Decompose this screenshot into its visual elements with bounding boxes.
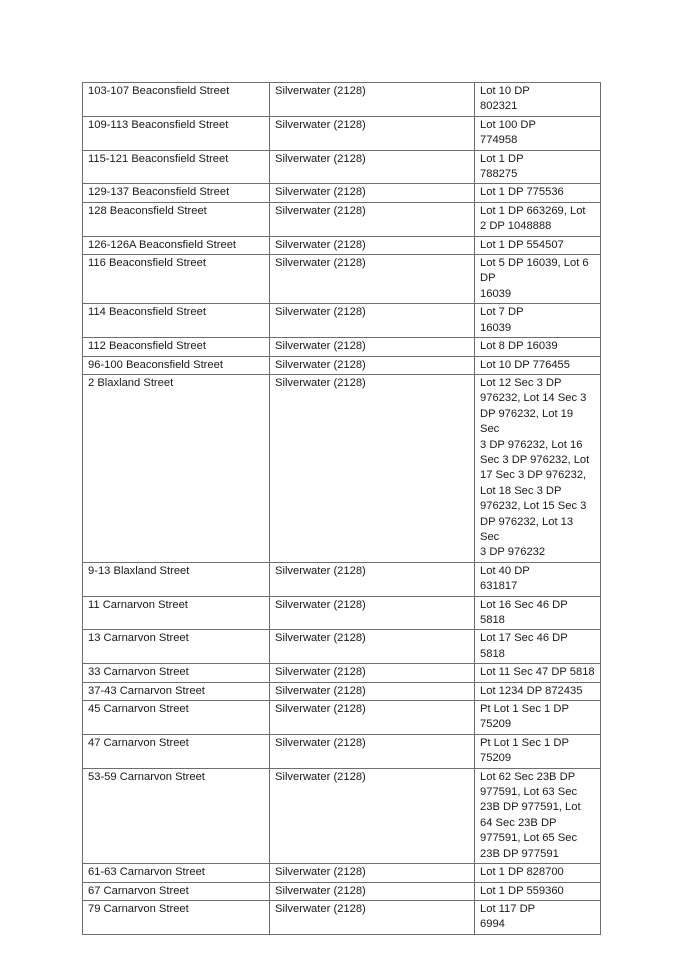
suburb-cell: Silverwater (2128) xyxy=(270,255,475,304)
property-lots-table xyxy=(82,82,601,935)
lot-description-cell: Lot 62 Sec 23B DP 977591, Lot 63 Sec 23B DP 977591, Lot 64 Sec 23B DP 977591, Lot 65 Sec 23B DP 977591 xyxy=(475,768,601,863)
address-cell: 61-63 Carnarvon Street xyxy=(83,864,270,882)
table-row xyxy=(83,338,601,356)
lot-description-cell: Lot 10 DP 776455 xyxy=(475,356,601,374)
suburb-cell: Silverwater (2128) xyxy=(270,682,475,700)
suburb-cell: Silverwater (2128) xyxy=(270,202,475,236)
lot-description-cell: Lot 1 DP 775536 xyxy=(475,184,601,202)
suburb-cell: Silverwater (2128) xyxy=(270,116,475,150)
table-row xyxy=(83,562,601,596)
suburb-cell: Silverwater (2128) xyxy=(270,882,475,900)
address-cell: 53-59 Carnarvon Street xyxy=(83,768,270,863)
suburb-cell: Silverwater (2128) xyxy=(270,338,475,356)
table-row xyxy=(83,83,601,117)
address-cell: 112 Beaconsfield Street xyxy=(83,338,270,356)
address-cell: 2 Blaxland Street xyxy=(83,374,270,562)
document-page xyxy=(82,82,600,935)
address-cell: 126-126A Beaconsfield Street xyxy=(83,236,270,254)
suburb-cell: Silverwater (2128) xyxy=(270,734,475,768)
table-row xyxy=(83,734,601,768)
lot-description-cell: Lot 1 DP 663269, Lot 2 DP 1048888 xyxy=(475,202,601,236)
lot-description-cell: Lot 1 DP 828700 xyxy=(475,864,601,882)
address-cell: 47 Carnarvon Street xyxy=(83,734,270,768)
lot-description-cell: Lot 117 DP 6994 xyxy=(475,900,601,934)
address-cell: 129-137 Beaconsfield Street xyxy=(83,184,270,202)
table-row xyxy=(83,255,601,304)
table-row xyxy=(83,768,601,863)
suburb-cell: Silverwater (2128) xyxy=(270,184,475,202)
table-row xyxy=(83,356,601,374)
lot-description-cell: Lot 1 DP 559360 xyxy=(475,882,601,900)
lot-description-cell: Lot 8 DP 16039 xyxy=(475,338,601,356)
table-row xyxy=(83,630,601,664)
lot-description-cell: Lot 5 DP 16039, Lot 6 DP 16039 xyxy=(475,255,601,304)
table-row xyxy=(83,184,601,202)
address-cell: 116 Beaconsfield Street xyxy=(83,255,270,304)
address-cell: 9-13 Blaxland Street xyxy=(83,562,270,596)
lot-description-cell: Lot 17 Sec 46 DP 5818 xyxy=(475,630,601,664)
address-cell: 11 Carnarvon Street xyxy=(83,596,270,630)
suburb-cell: Silverwater (2128) xyxy=(270,562,475,596)
suburb-cell: Silverwater (2128) xyxy=(270,374,475,562)
address-cell: 33 Carnarvon Street xyxy=(83,664,270,682)
suburb-cell: Silverwater (2128) xyxy=(270,768,475,863)
lot-description-cell: Lot 1 DP 554507 xyxy=(475,236,601,254)
table-row xyxy=(83,596,601,630)
address-cell: 109-113 Beaconsfield Street xyxy=(83,116,270,150)
address-cell: 13 Carnarvon Street xyxy=(83,630,270,664)
suburb-cell: Silverwater (2128) xyxy=(270,900,475,934)
table-row xyxy=(83,150,601,184)
table-row xyxy=(83,116,601,150)
address-cell: 128 Beaconsfield Street xyxy=(83,202,270,236)
address-cell: 114 Beaconsfield Street xyxy=(83,304,270,338)
lot-description-cell: Pt Lot 1 Sec 1 DP 75209 xyxy=(475,734,601,768)
table-row xyxy=(83,864,601,882)
table-row xyxy=(83,682,601,700)
table-row xyxy=(83,202,601,236)
address-cell: 96-100 Beaconsfield Street xyxy=(83,356,270,374)
table-row xyxy=(83,236,601,254)
lot-description-cell: Lot 100 DP 774958 xyxy=(475,116,601,150)
address-cell: 79 Carnarvon Street xyxy=(83,900,270,934)
suburb-cell: Silverwater (2128) xyxy=(270,83,475,117)
lot-description-cell: Lot 11 Sec 47 DP 5818 xyxy=(475,664,601,682)
table-row xyxy=(83,664,601,682)
address-cell: 103-107 Beaconsfield Street xyxy=(83,83,270,117)
table-row xyxy=(83,900,601,934)
suburb-cell: Silverwater (2128) xyxy=(270,236,475,254)
suburb-cell: Silverwater (2128) xyxy=(270,864,475,882)
table-row xyxy=(83,304,601,338)
table-body xyxy=(83,83,601,935)
lot-description-cell: Lot 12 Sec 3 DP 976232, Lot 14 Sec 3 DP 976232, Lot 19 Sec 3 DP 976232, Lot 16 Sec 3 DP 976232, Lot 17 Sec 3 DP 976232, Lot 18 Sec 3 DP 976232, Lot 15 Sec 3 DP 976232, Lot 13 Sec 3 DP 976232 xyxy=(475,374,601,562)
lot-description-cell: Lot 7 DP 16039 xyxy=(475,304,601,338)
suburb-cell: Silverwater (2128) xyxy=(270,630,475,664)
suburb-cell: Silverwater (2128) xyxy=(270,701,475,735)
suburb-cell: Silverwater (2128) xyxy=(270,304,475,338)
table-row xyxy=(83,882,601,900)
suburb-cell: Silverwater (2128) xyxy=(270,356,475,374)
lot-description-cell: Lot 40 DP 631817 xyxy=(475,562,601,596)
address-cell: 37-43 Carnarvon Street xyxy=(83,682,270,700)
suburb-cell: Silverwater (2128) xyxy=(270,150,475,184)
lot-description-cell: Pt Lot 1 Sec 1 DP 75209 xyxy=(475,701,601,735)
address-cell: 45 Carnarvon Street xyxy=(83,701,270,735)
lot-description-cell: Lot 1 DP 788275 xyxy=(475,150,601,184)
table-row xyxy=(83,701,601,735)
table-row xyxy=(83,374,601,562)
lot-description-cell: Lot 1234 DP 872435 xyxy=(475,682,601,700)
suburb-cell: Silverwater (2128) xyxy=(270,596,475,630)
lot-description-cell: Lot 16 Sec 46 DP 5818 xyxy=(475,596,601,630)
address-cell: 115-121 Beaconsfield Street xyxy=(83,150,270,184)
suburb-cell: Silverwater (2128) xyxy=(270,664,475,682)
address-cell: 67 Carnarvon Street xyxy=(83,882,270,900)
lot-description-cell: Lot 10 DP 802321 xyxy=(475,83,601,117)
